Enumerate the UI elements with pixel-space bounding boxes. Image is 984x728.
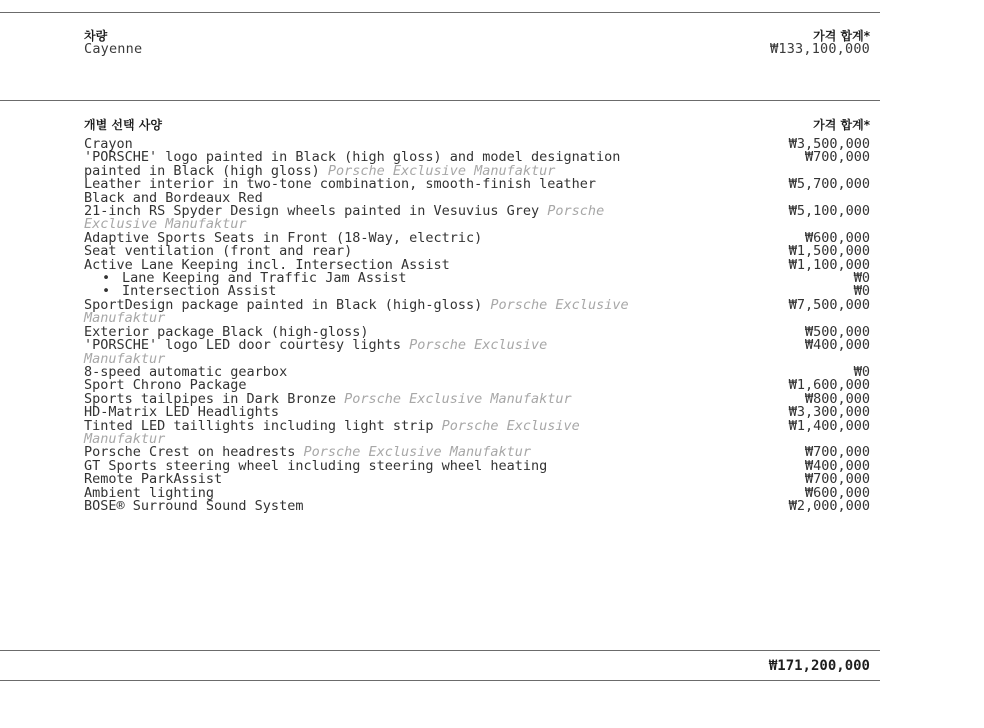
option-name: Sport Chrono Package (84, 377, 247, 394)
option-label (84, 178, 634, 205)
top-divider (0, 12, 880, 13)
option-maker: Porsche Exclusive Manufaktur (84, 203, 605, 233)
bullet-icon: • (102, 270, 111, 287)
vehicle-price-heading: 가격 합계* (813, 29, 870, 43)
option-row (84, 339, 870, 366)
option-name: HD-Matrix LED Headlights (84, 404, 280, 421)
total-price: ₩171,200,000 (768, 658, 870, 674)
bullet-icon: • (102, 283, 111, 300)
option-name: Exterior package Black (high-gloss) (84, 323, 369, 340)
option-name: 8-speed automatic gearbox (84, 363, 288, 380)
option-price: ₩0 (853, 283, 870, 300)
option-price: ₩700,000 (804, 444, 870, 461)
option-name: GT Sports steering wheel including steering wheel heating (84, 457, 548, 474)
option-name: Remote ParkAssist (84, 471, 223, 488)
option-price: ₩0 (853, 363, 870, 380)
option-name: Sports tailpipes in Dark Bronze (84, 390, 336, 407)
option-label (84, 417, 634, 447)
option-price: ₩7,500,000 (788, 296, 870, 313)
option-maker: Porsche Exclusive Manufaktur (327, 162, 556, 179)
option-maker: Porsche Exclusive Manufaktur (303, 444, 532, 461)
option-price: ₩700,000 (804, 149, 870, 166)
option-price: ₩400,000 (804, 457, 870, 474)
option-price: ₩1,600,000 (788, 377, 870, 394)
option-price: ₩5,700,000 (788, 176, 870, 193)
option-label (84, 205, 634, 232)
option-name: Porsche Crest on headrests (84, 444, 296, 461)
option-label (84, 296, 634, 327)
option-name: 21-inch RS Spyder Design wheels painted in Vesuvius Grey (84, 203, 540, 220)
option-price: ₩5,100,000 (788, 203, 870, 220)
option-name: Adaptive Sports Seats in Front (18-Way, electric) (84, 229, 483, 246)
option-price: ₩0 (853, 270, 870, 287)
option-price: ₩1,100,000 (788, 256, 870, 273)
option-price: ₩600,000 (804, 484, 870, 501)
option-name: Intersection Assist (122, 283, 277, 300)
options-list (84, 138, 870, 513)
bottom-divider (0, 680, 880, 681)
option-price: ₩2,000,000 (788, 497, 870, 514)
option-name: Active Lane Keeping incl. Intersection Assist (84, 256, 450, 273)
option-price: ₩700,000 (804, 471, 870, 488)
vehicle-model: Cayenne (84, 41, 143, 57)
option-name: SportDesign package painted in Black (high-gloss) (84, 296, 483, 313)
option-price: ₩1,400,000 (788, 417, 870, 434)
option-label (84, 497, 634, 514)
option-label (84, 339, 634, 366)
option-row (84, 296, 870, 327)
option-price: ₩600,000 (804, 229, 870, 246)
options-price-heading: 가격 합계* (813, 118, 870, 132)
option-maker: Porsche Exclusive Manufaktur (84, 337, 548, 367)
options-divider (0, 650, 880, 651)
option-maker: Porsche Exclusive Manufaktur (84, 417, 580, 447)
option-row (84, 497, 870, 514)
option-name: 'PORSCHE' logo painted in Black (high gloss) and model designation painted in Black (high gloss) (84, 149, 621, 179)
option-row (84, 417, 870, 447)
option-price: ₩3,500,000 (788, 136, 870, 152)
option-name: BOSE® Surround Sound System (84, 497, 304, 514)
option-price: ₩3,300,000 (788, 404, 870, 421)
option-name: Tinted LED taillights including light strip (84, 417, 434, 434)
option-name: Seat ventilation (front and rear) (84, 243, 353, 260)
option-price: ₩500,000 (804, 323, 870, 340)
option-maker: Porsche Exclusive Manufaktur (344, 390, 572, 407)
option-name: 'PORSCHE' logo LED door courtesy lights (84, 337, 401, 354)
options-heading: 개별 선택 사양 (84, 118, 162, 132)
option-row (84, 178, 870, 205)
option-label (84, 151, 634, 178)
option-row (84, 205, 870, 232)
option-maker: Porsche Exclusive Manufaktur (84, 296, 629, 327)
option-price: ₩400,000 (804, 337, 870, 354)
option-name: Crayon (84, 136, 133, 152)
option-row (84, 151, 870, 178)
vehicle-divider (0, 100, 880, 101)
option-name: Ambient lighting (84, 484, 215, 501)
option-price: ₩1,500,000 (788, 243, 870, 260)
vehicle-heading: 차량 (84, 29, 108, 43)
option-name: Leather interior in two-tone combination, smooth-finish leather Black and Bordeaux Red (84, 176, 597, 206)
option-name: Lane Keeping and Traffic Jam Assist (122, 270, 407, 287)
option-price: ₩800,000 (804, 390, 870, 407)
vehicle-base-price: ₩133,100,000 (770, 41, 870, 57)
